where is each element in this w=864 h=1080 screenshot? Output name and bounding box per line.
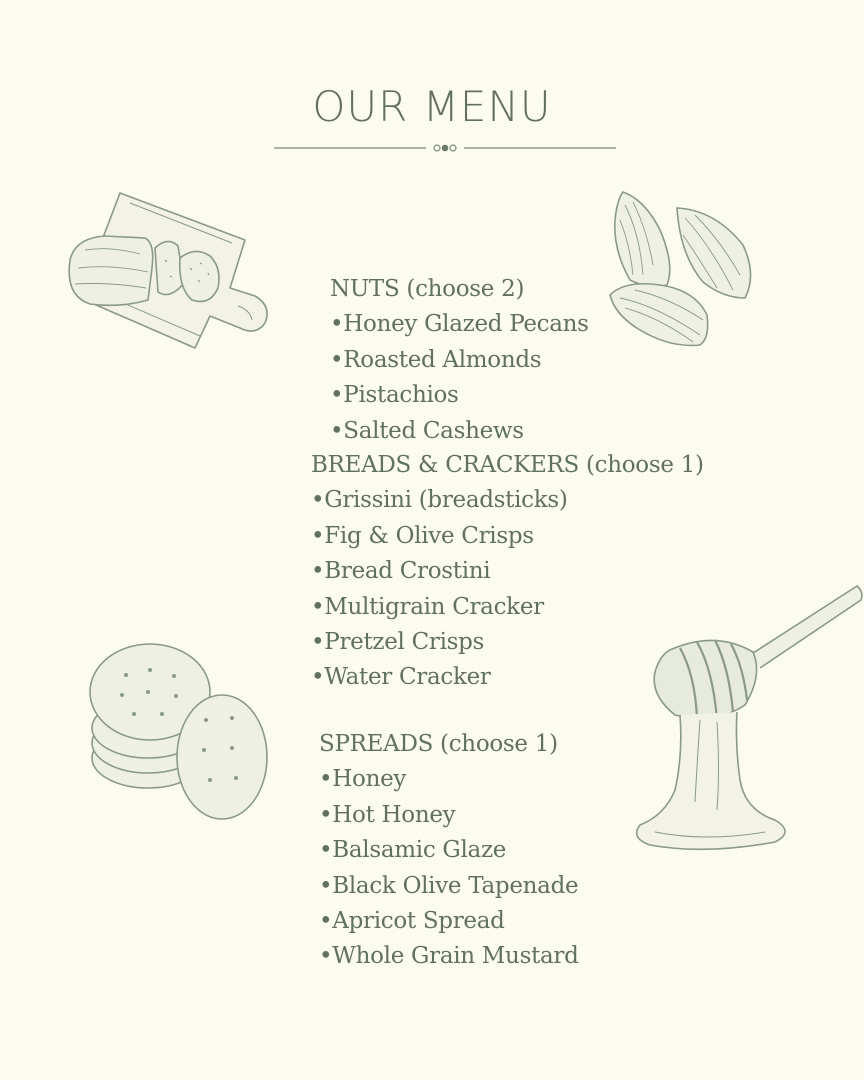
list-item: •Fig & Olive Crisps — [311, 522, 534, 549]
list-item: •Roasted Almonds — [330, 346, 542, 373]
list-item: •Honey — [319, 766, 407, 793]
list-item: •Pistachios — [330, 382, 459, 409]
breads-section — [311, 448, 704, 696]
nuts-section — [330, 272, 589, 449]
list-item: •Whole Grain Mustard — [319, 943, 579, 970]
list-item: •Multigrain Cracker — [311, 593, 544, 620]
nuts-heading: NUTS (choose 2) — [330, 276, 525, 302]
almonds-icon — [605, 190, 755, 350]
breads-heading: BREADS & CRACKERS (choose 1) — [311, 452, 704, 478]
bread-board-icon — [60, 188, 275, 353]
list-item: •Bread Crostini — [311, 558, 491, 585]
list-item: •Pretzel Crisps — [311, 628, 485, 655]
list-item: •Honey Glazed Pecans — [330, 311, 589, 338]
crackers-icon — [86, 640, 271, 822]
list-item: •Apricot Spread — [319, 907, 505, 934]
list-item: •Balsamic Glaze — [319, 837, 507, 864]
spreads-section — [319, 727, 579, 975]
list-item: •Water Cracker — [311, 664, 491, 691]
list-item: •Grissini (breadsticks) — [311, 487, 568, 514]
spreads-heading: SPREADS (choose 1) — [319, 731, 558, 757]
page-title: OUR MENU — [312, 82, 552, 131]
list-item: •Black Olive Tapenade — [319, 872, 579, 899]
title-divider — [274, 141, 616, 155]
list-item: •Hot Honey — [319, 801, 456, 828]
list-item: •Salted Cashews — [330, 417, 524, 444]
